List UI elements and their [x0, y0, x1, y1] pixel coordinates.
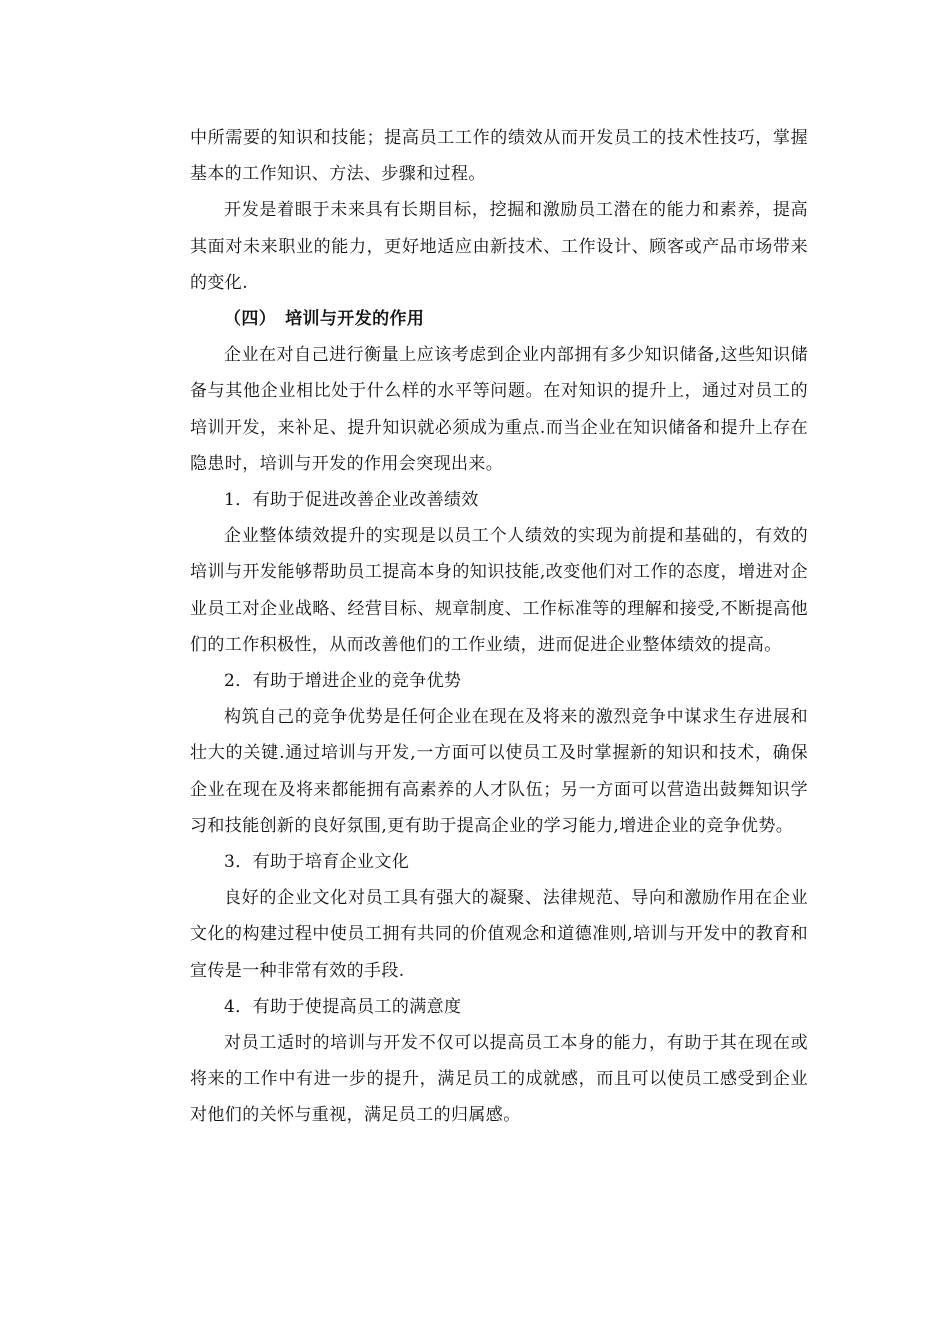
- continuation-paragraph: 中所需要的知识和技能；提高员工工作的绩效从而开发员工的技术性技巧，掌握基本的工作知识、方法、步骤和过程。: [190, 128, 808, 185]
- numbered-heading-3: 3．有助于培育企业文化: [224, 852, 410, 873]
- numbered-heading-4: 4．有助于使提高员工的满意度: [224, 996, 462, 1017]
- document-body: [190, 120, 808, 1134]
- paragraph-competitive-advantage: 构筑自己的竞争优势是任何企业在现在及将来的激烈竞争中谋求生存进展和壮大的关键.通过培训与开发,一方面可以使员工及时掌握新的知识和技术，确保企业在现在及将来都能拥有高素养的人才队伍；另一方面可以营造出鼓舞知识学习和技能创新的良好氛围,更有助于提高企业的学习能力,增进企业的竞争优势。: [190, 707, 808, 836]
- paragraph-employee-satisfaction: 对员工适时的培训与开发不仅可以提高员工本身的能力，有助于其在现在或将来的工作中有进一步的提升，满足员工的成就感，而且可以使员工感受到企业对他们的关怀与重视，满足员工的归属感。: [190, 1033, 808, 1126]
- paragraph-corporate-culture: 良好的企业文化对员工具有强大的凝聚、法律规范、导向和激励作用在企业文化的构建过程中使员工拥有共同的价值观念和道德准则,培训与开发中的教育和宣传是一种非常有效的手段.: [190, 888, 808, 981]
- paragraph-performance: 企业整体绩效提升的实现是以员工个人绩效的实现为前提和基础的，有效的培训与开发能够帮助员工提高本身的知识技能,改变他们对工作的态度，增进对企业员工对企业战略、经营目标、规章制度、工作标准等的理解和接受,不断提高他们的工作积极性，从而改善他们的工作业绩，进而促进企业整体绩效的提高。: [190, 526, 808, 655]
- section-heading-training-role: （四） 培训与开发的作用: [224, 309, 425, 330]
- paragraph-development-definition: 开发是着眼于未来具有长期目标，挖掘和激励员工潜在的能力和素养，提高其面对未来职业的能力，更好地适应由新技术、工作设计、顾客或产品市场带来的变化.: [190, 200, 808, 293]
- numbered-heading-2: 2．有助于增进企业的竞争优势: [224, 671, 462, 692]
- paragraph-knowledge-reserve: 企业在对自己进行衡量上应该考虑到企业内部拥有多少知识储备,这些知识储备与其他企业相比处于什么样的水平等问题。在对知识的提升上，通过对员工的培训开发，来补足、提升知识就必须成为重点.而当企业在知识储备和提升上存在隐患时，培训与开发的作用会突现出来。: [190, 345, 808, 474]
- numbered-heading-1: 1．有助于促进改善企业改善绩效: [224, 490, 479, 511]
